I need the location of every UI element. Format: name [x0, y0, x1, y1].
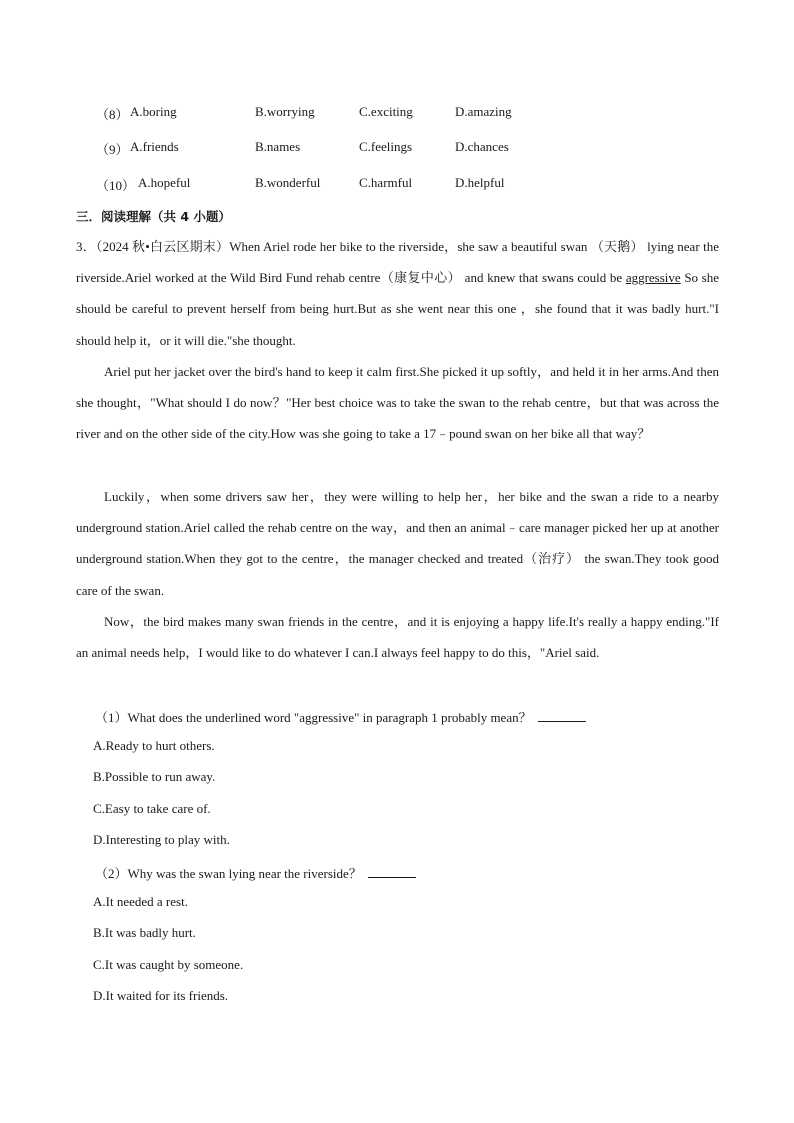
option-c: C.exciting — [359, 104, 413, 119]
question-2-option-b: B.It was badly hurt. — [93, 925, 196, 940]
option-d: D.amazing — [455, 104, 512, 119]
question-2-option-d: D.It waited for its friends. — [93, 988, 229, 1003]
question-1-option-a: A.Ready to hurt others. — [93, 738, 215, 753]
answer-blank[interactable] — [538, 709, 586, 722]
question-1-option-c: C.Easy to take care of. — [93, 801, 211, 816]
option-b: B.names — [255, 139, 301, 154]
option-a: A.hopeful — [138, 175, 191, 190]
question-1-option-b: B.Possible to run away. — [93, 769, 216, 784]
passage-paragraph-1 — [76, 231, 719, 356]
passage-paragraph-3: Luckily，when some drivers saw her，they were willing to help her，her bike and the swan a ride to a nearby underground station.Ariel called the rehab centre on the way，and then an animal﹣care manager picked her up at another underground station.When they got to the centre，the manager checked and treated（治疗） the swan.They took good care of the swan. — [76, 489, 719, 598]
option-c: C.harmful — [359, 175, 413, 190]
answer-blank[interactable] — [368, 865, 416, 878]
question-1-option-d: D.Interesting to play with. — [93, 832, 230, 847]
question-2-stem — [95, 863, 416, 882]
question-2-option-a: A.It needed a rest. — [93, 894, 188, 909]
choice-row-10 — [96, 175, 556, 193]
passage-paragraph-4: Now，the bird makes many swan friends in the centre，and it is enjoying a happy life.It's really a happy ending."If an animal needs help，I would like to do whatever I can.I always feel happy to do this，"Ariel said. — [76, 614, 719, 661]
choice-row-9 — [96, 139, 556, 157]
question-source: （2024 秋•白云区期末） — [95, 239, 230, 254]
option-b: B.worrying — [255, 104, 315, 119]
question-text: （2）Why was the swan lying near the riverside？ — [95, 866, 362, 881]
question-2-option-c: C.It was caught by someone. — [93, 957, 244, 972]
question-number: 3． — [76, 239, 96, 254]
paragraph-text: When Ariel rode her bike to the riverside，she saw a beautiful swan （天鹅） lying near the riverside.Ariel worked at the Wild Bird Fund rehab centre（康复中心） and knew that swans could be — [76, 239, 719, 286]
choice-number: （10） — [96, 178, 136, 193]
section-title: 三．阅读理解（共 4 小题） — [76, 209, 231, 224]
passage-paragraph-2: Ariel put her jacket over the bird's hand to keep it calm first.She picked it up softly，and held it in her arms.And then she thought，"What should I do now？"Her best choice was to take the swan to the rehab centre，but that was across the river and on the other side of the city.How was she going to take a 17﹣pound swan on her bike all that way？ — [76, 364, 719, 442]
option-a: A.boring — [130, 104, 177, 119]
choice-row-8 — [96, 104, 556, 122]
underlined-word: aggressive — [625, 270, 681, 286]
choice-number: （9） — [96, 142, 129, 157]
option-c: C.feelings — [359, 139, 413, 154]
choice-number: （8） — [96, 107, 129, 122]
option-b: B.wonderful — [255, 175, 321, 190]
option-a: A.friends — [130, 139, 179, 154]
option-d: D.chances — [455, 139, 509, 154]
paragraph-text: So she should be careful to prevent herself from being hurt.But as she went near this one ，she found that it was badly hurt."I should help it，or it will die."she thought. — [76, 270, 720, 348]
option-d: D.helpful — [455, 175, 505, 190]
question-1-stem — [95, 707, 586, 726]
question-text: （1）What does the underlined word "aggressive" in paragraph 1 probably mean？ — [95, 710, 532, 725]
